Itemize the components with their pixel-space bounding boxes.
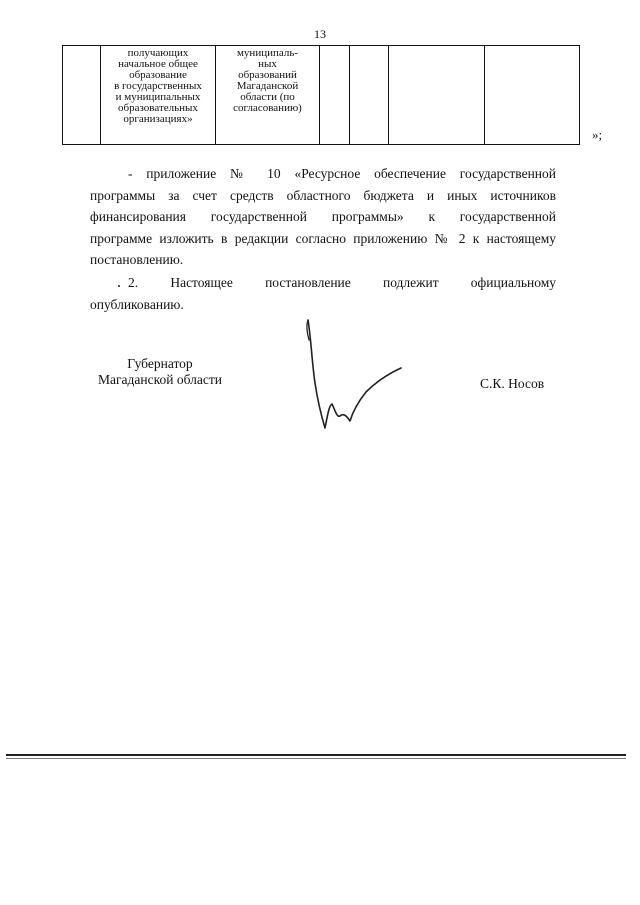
- cell-line: образование: [129, 69, 187, 81]
- table-cell-recipients: [101, 46, 216, 145]
- table-cell-empty: [485, 46, 580, 145]
- paragraph-line: программы за счет средств областного бюджета и иных источников: [90, 187, 556, 203]
- scan-speck: [118, 285, 120, 287]
- footer-rule: [6, 754, 626, 756]
- table-cell-empty: [63, 46, 101, 145]
- paragraph-publication: [90, 272, 556, 315]
- signatory-title: [90, 356, 230, 388]
- cell-line: организациях»: [123, 113, 193, 125]
- table-cell-empty: [350, 46, 389, 145]
- cell-line: в государственных: [114, 80, 202, 92]
- paragraph-line: финансирования государственной программы» к государственной: [90, 209, 556, 224]
- cell-line: образовательных: [118, 102, 198, 114]
- cell-line: согласованию): [233, 102, 302, 114]
- signatory-name: С.К. Носов: [480, 376, 545, 391]
- paragraph-line: опубликованию.: [90, 296, 184, 312]
- footer-rule: [6, 758, 626, 759]
- handwritten-signature: [298, 318, 408, 433]
- cell-line: образований: [238, 69, 297, 81]
- page-number: 13: [314, 27, 326, 41]
- paragraph-appendix-10: [90, 163, 556, 271]
- table-cell-empty: [389, 46, 485, 145]
- table-cell-empty: [320, 46, 350, 145]
- table-fragment: [62, 45, 580, 145]
- paragraph-line: 2. Настоящее постановление подлежит официальному: [128, 275, 556, 290]
- cell-line: ных: [258, 58, 277, 70]
- table-cell-municipalities: [216, 46, 320, 145]
- table-closing-quote: »;: [592, 127, 603, 142]
- table-row: [63, 46, 580, 145]
- paragraph-line: - приложение № 10 «Ресурсное обеспечение государственной: [128, 166, 556, 181]
- signatory-title-line: Губернатор: [127, 356, 193, 371]
- cell-line: области (по: [240, 91, 295, 103]
- cell-line: начальное общее: [118, 58, 198, 70]
- paragraph-line: программе изложить в редакции согласно приложению № 2 к настоящему: [90, 230, 556, 246]
- cell-line: получающих: [127, 47, 189, 59]
- cell-line: и муниципальных: [115, 91, 201, 103]
- cell-line: Магаданской: [236, 80, 299, 92]
- cell-line: муниципаль-: [236, 47, 299, 59]
- paragraph-line: постановлению.: [90, 252, 184, 267]
- signatory-title-line: Магаданской области: [98, 372, 222, 387]
